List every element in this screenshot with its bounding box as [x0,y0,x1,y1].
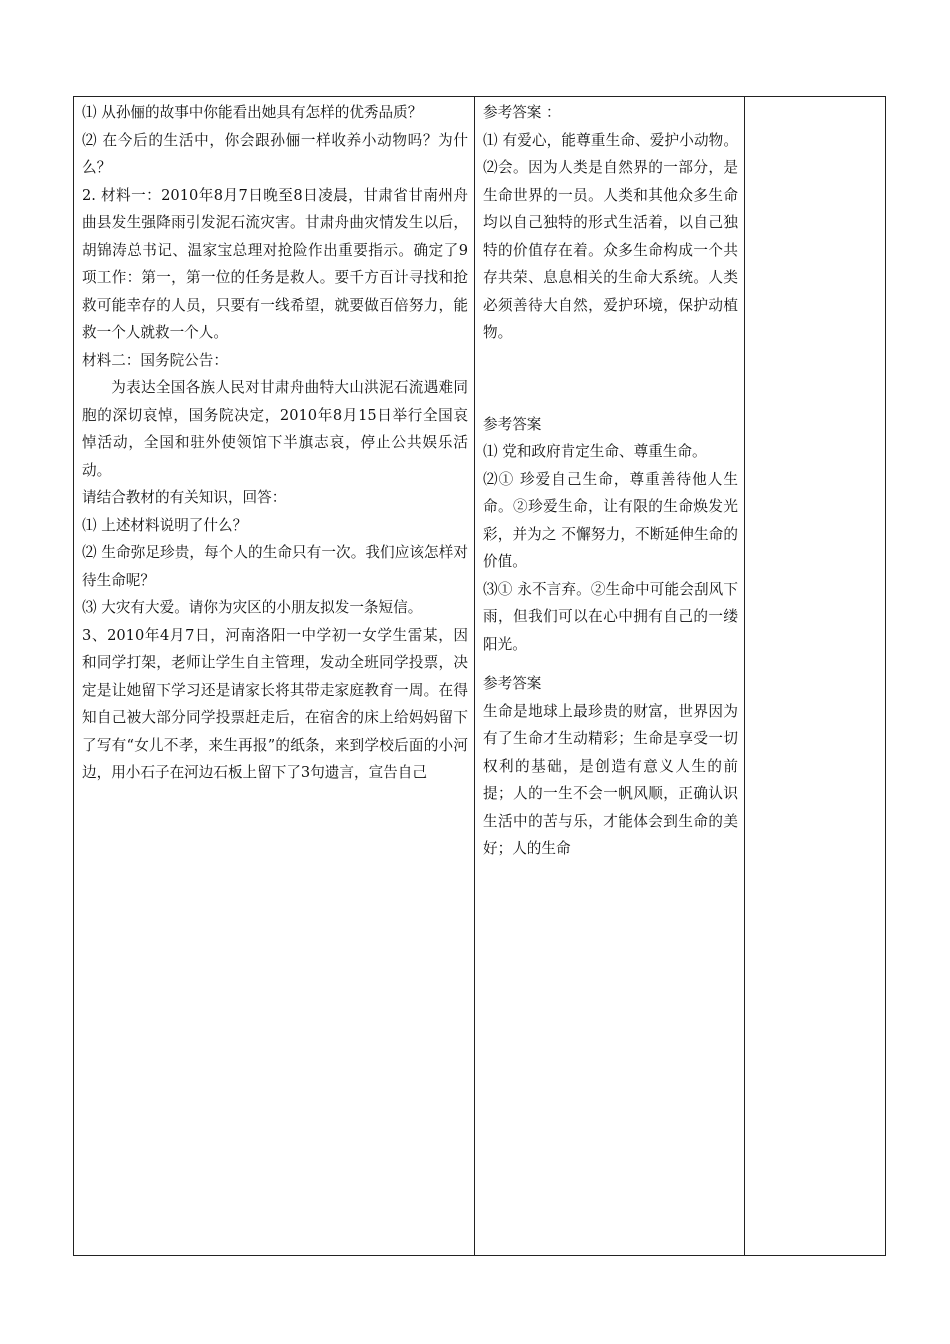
question-2-prompt: 请结合教材的有关知识，回答： [82,489,287,506]
spacer [483,387,738,411]
question-2-material-2-body: 为表达全国各族人民对甘肃舟曲特大山洪泥石流遇难同胞的深切哀悼，国务院决定，2010年8月15日举行全国哀悼活动，全国和驻外使领馆下半旗志哀，停止公共娱乐活动。 [82,379,468,479]
spacer [483,347,738,387]
answer-1-title: 参考答案 ： [483,104,561,121]
spacer [483,658,738,670]
question-1-2: ⑵ 在今后的生活中，你会跟孙俪一样收养小动物吗？为什么？ [82,131,468,176]
answer-2-1: ⑴ 党和政府肯定生命、尊重生命。 [483,443,707,460]
answer-2-2: ⑵① 珍爱自己生命，尊重善待他人生命。②珍爱生命，让有限的生命焕发光彩，并为之 不懈努力，不断延伸生命的价值。 [483,470,738,570]
answer-3-body: 生命是地球上最珍贵的财富，世界因为有了生命才生动精彩；生命是享受一切权利的基础，是创造有意义人生的前提；人的一生不会一帆风顺，正确认识生活中的苦与乐，才能体会到生命的美好；人的生命 [483,702,738,857]
question-2-2: ⑵ 生命弥足珍贵，每个人的生命只有一次。我们应该怎样对待生命呢？ [82,544,468,589]
answers-column [475,97,745,1255]
question-2-material-2-title: 材料二：国务院公告： [82,351,228,369]
question-1-1: ⑴ 从孙俪的故事中你能看出她具有怎样的优秀品质？ [82,104,423,121]
answer-3-title: 参考答案 [483,675,542,692]
question-2-1: ⑴ 上述材料说明了什么？ [82,516,248,534]
question-2-material-1: 2. 材料一：2010年8月7日晚至8日凌晨，甘肃省甘南州舟曲县发生强降雨引发泥石流灾害。甘肃舟曲灾情发生以后，胡锦涛总书记、温家宝总理对抢险作出重要指示。确定了9项工作：第一，第一位的任务是救人。要千方百计寻找和抢救可能幸存的人员，只要有一线希望，就要做百倍努力，能救一个人就救一个人。 [82,186,468,341]
question-3: 3、2010年4月7日，河南洛阳一中学初一女学生雷某，因和同学打架，老师让学生自主管理，发动全班同学投票，决定是让她留下学习还是请家长将其带走家庭教育一周。在得知自己被大部分同学投票赶走后，在宿舍的床上给妈妈留下了写有“女儿不孝，来生再报”的纸条，来到学校后面的小河边，用小石子在河边石板上留下了3句遗言，宣告自己 [82,626,468,781]
answer-2-3: ⑶① 永不言弃。②生命中可能会刮风下雨，但我们可以在心中拥有自己的一缕阳光。 [483,580,738,653]
empty-column [745,97,885,1255]
answer-1-body: ⑴ 有爱心，能尊重生命、爱护小动物。⑵会。因为人类是自然界的一部分，是生命世界的一员。人类和其他众多生命均以自己独特的形式生活着，以自己独特的价值存在着。众多生命构成一个共存共荣、息息相关的生命大系统。人类必须善待大自然，爱护环境，保护动植物。 [483,131,738,341]
question-2-3: ⑶ 大灾有大爱。请你为灾区的小朋友拟发一条短信。 [82,599,423,616]
document-table [73,96,886,1256]
questions-column [74,97,475,1255]
answer-2-title: 参考答案 [483,415,542,433]
